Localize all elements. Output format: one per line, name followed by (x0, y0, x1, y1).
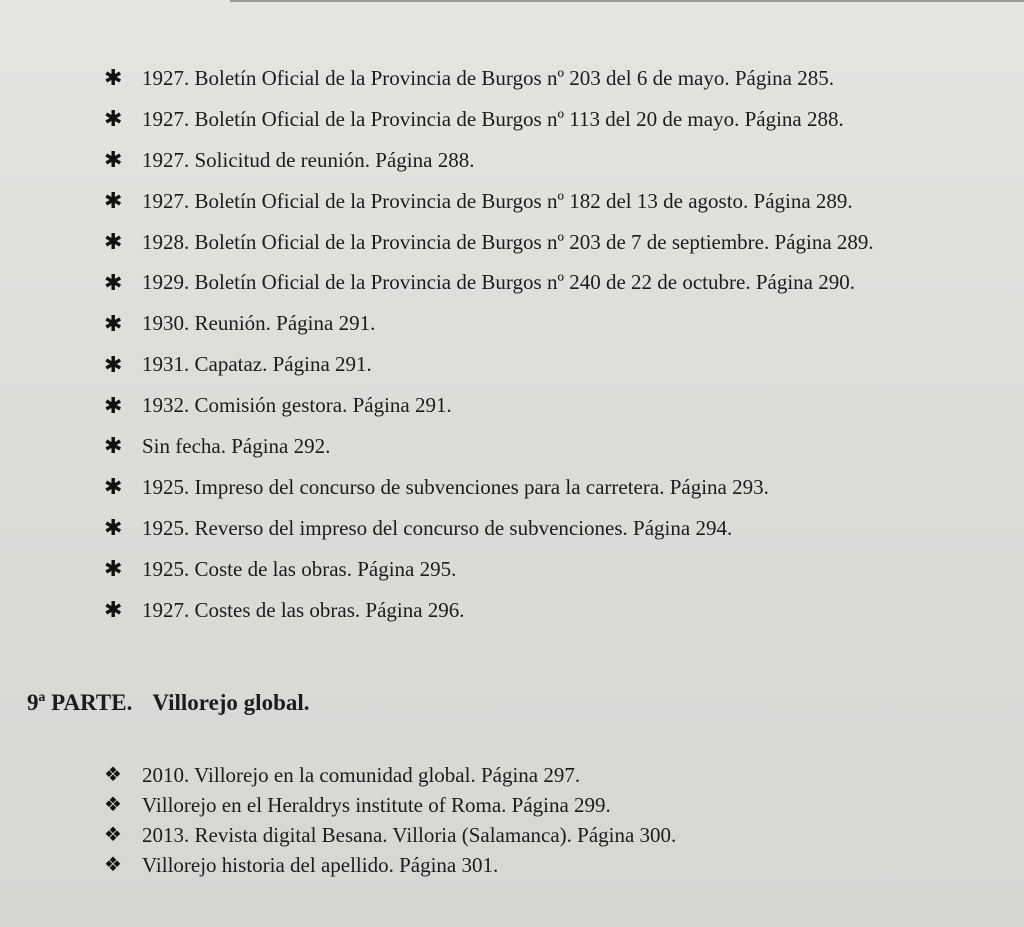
list-item-text: 1927. Boletín Oficial de la Provincia de Burgos nº 203 del 6 de mayo. Página 285. (142, 65, 835, 90)
list-item (104, 820, 676, 850)
list-item (104, 58, 874, 99)
list-item (104, 303, 874, 344)
asterisk-bullet-icon: ✱ (104, 310, 123, 336)
list-item-text: 1929. Boletín Oficial de la Provincia de Burgos nº 240 de 22 de octubre. Página 290. (142, 270, 855, 295)
list-item-text: 1927. Solicitud de reunión. Página 288. (142, 147, 475, 172)
asterisk-bullet-icon: ✱ (104, 474, 123, 500)
list-item (104, 549, 874, 590)
list-item-text: Villorejo en el Heraldrys institute of Roma. Página 299. (142, 792, 611, 817)
list-item (104, 344, 874, 385)
four-diamond-bullet-icon: ❖ (104, 854, 122, 876)
list-item-text: 1928. Boletín Oficial de la Provincia de Burgos nº 203 de 7 de septiembre. Página 289. (142, 229, 874, 254)
list-item-text: 1930. Reunión. Página 291. (142, 311, 376, 336)
section-index-list (104, 760, 676, 880)
list-item-text: 1927. Boletín Oficial de la Provincia de Burgos nº 182 del 13 de agosto. Página 289. (142, 188, 853, 213)
section-heading (27, 690, 310, 716)
list-item (104, 760, 676, 790)
asterisk-bullet-icon: ✱ (104, 229, 123, 254)
asterisk-bullet-icon: ✱ (104, 147, 123, 173)
list-item (104, 850, 676, 880)
document-index-list (104, 58, 874, 630)
list-item-text: 1925. Impreso del concurso de subvenciones para la carretera. Página 293. (142, 474, 769, 499)
list-item (104, 590, 874, 631)
list-item-text: 1925. Reverso del impreso del concurso de subvenciones. Página 294. (142, 515, 733, 540)
list-item-text: 1931. Capataz. Página 291. (142, 352, 372, 377)
four-diamond-bullet-icon: ❖ (104, 824, 122, 846)
list-item-text: 1927. Boletín Oficial de la Provincia de Burgos nº 113 del 20 de mayo. Página 288. (142, 106, 844, 131)
list-item (104, 467, 874, 508)
section-number: 9ª PARTE. (27, 690, 133, 715)
list-item (104, 426, 874, 467)
list-item-text: 2010. Villorejo en la comunidad global. Página 297. (142, 762, 581, 787)
asterisk-bullet-icon: ✱ (104, 515, 123, 541)
list-item-text: 1925. Coste de las obras. Página 295. (142, 556, 457, 581)
list-item (104, 262, 874, 303)
list-item-text: Villorejo historia del apellido. Página 301. (142, 852, 499, 877)
list-item-text: 1927. Costes de las obras. Página 296. (142, 597, 465, 622)
list-item-text: Sin fecha. Página 292. (142, 433, 331, 458)
list-item (104, 385, 874, 426)
asterisk-bullet-icon: ✱ (104, 106, 123, 132)
list-item (104, 790, 676, 820)
list-item-text: 1932. Comisión gestora. Página 291. (142, 393, 452, 418)
asterisk-bullet-icon: ✱ (104, 597, 123, 623)
list-item (104, 508, 874, 549)
asterisk-bullet-icon: ✱ (104, 351, 123, 377)
list-item (104, 222, 874, 263)
asterisk-bullet-icon: ✱ (104, 269, 123, 295)
list-item (104, 140, 874, 181)
list-item (104, 181, 874, 222)
asterisk-bullet-icon: ✱ (104, 556, 123, 582)
section-title-text: Villorejo global. (152, 690, 310, 715)
asterisk-bullet-icon: ✱ (104, 392, 123, 418)
list-item-text: 2013. Revista digital Besana. Villoria (Salamanca). Página 300. (142, 822, 677, 847)
four-diamond-bullet-icon: ❖ (104, 794, 122, 816)
asterisk-bullet-icon: ✱ (104, 65, 123, 91)
asterisk-bullet-icon: ✱ (104, 188, 123, 214)
list-item (104, 99, 874, 140)
four-diamond-bullet-icon: ❖ (104, 764, 122, 786)
page-edge-line (230, 0, 1024, 2)
asterisk-bullet-icon: ✱ (104, 433, 123, 459)
